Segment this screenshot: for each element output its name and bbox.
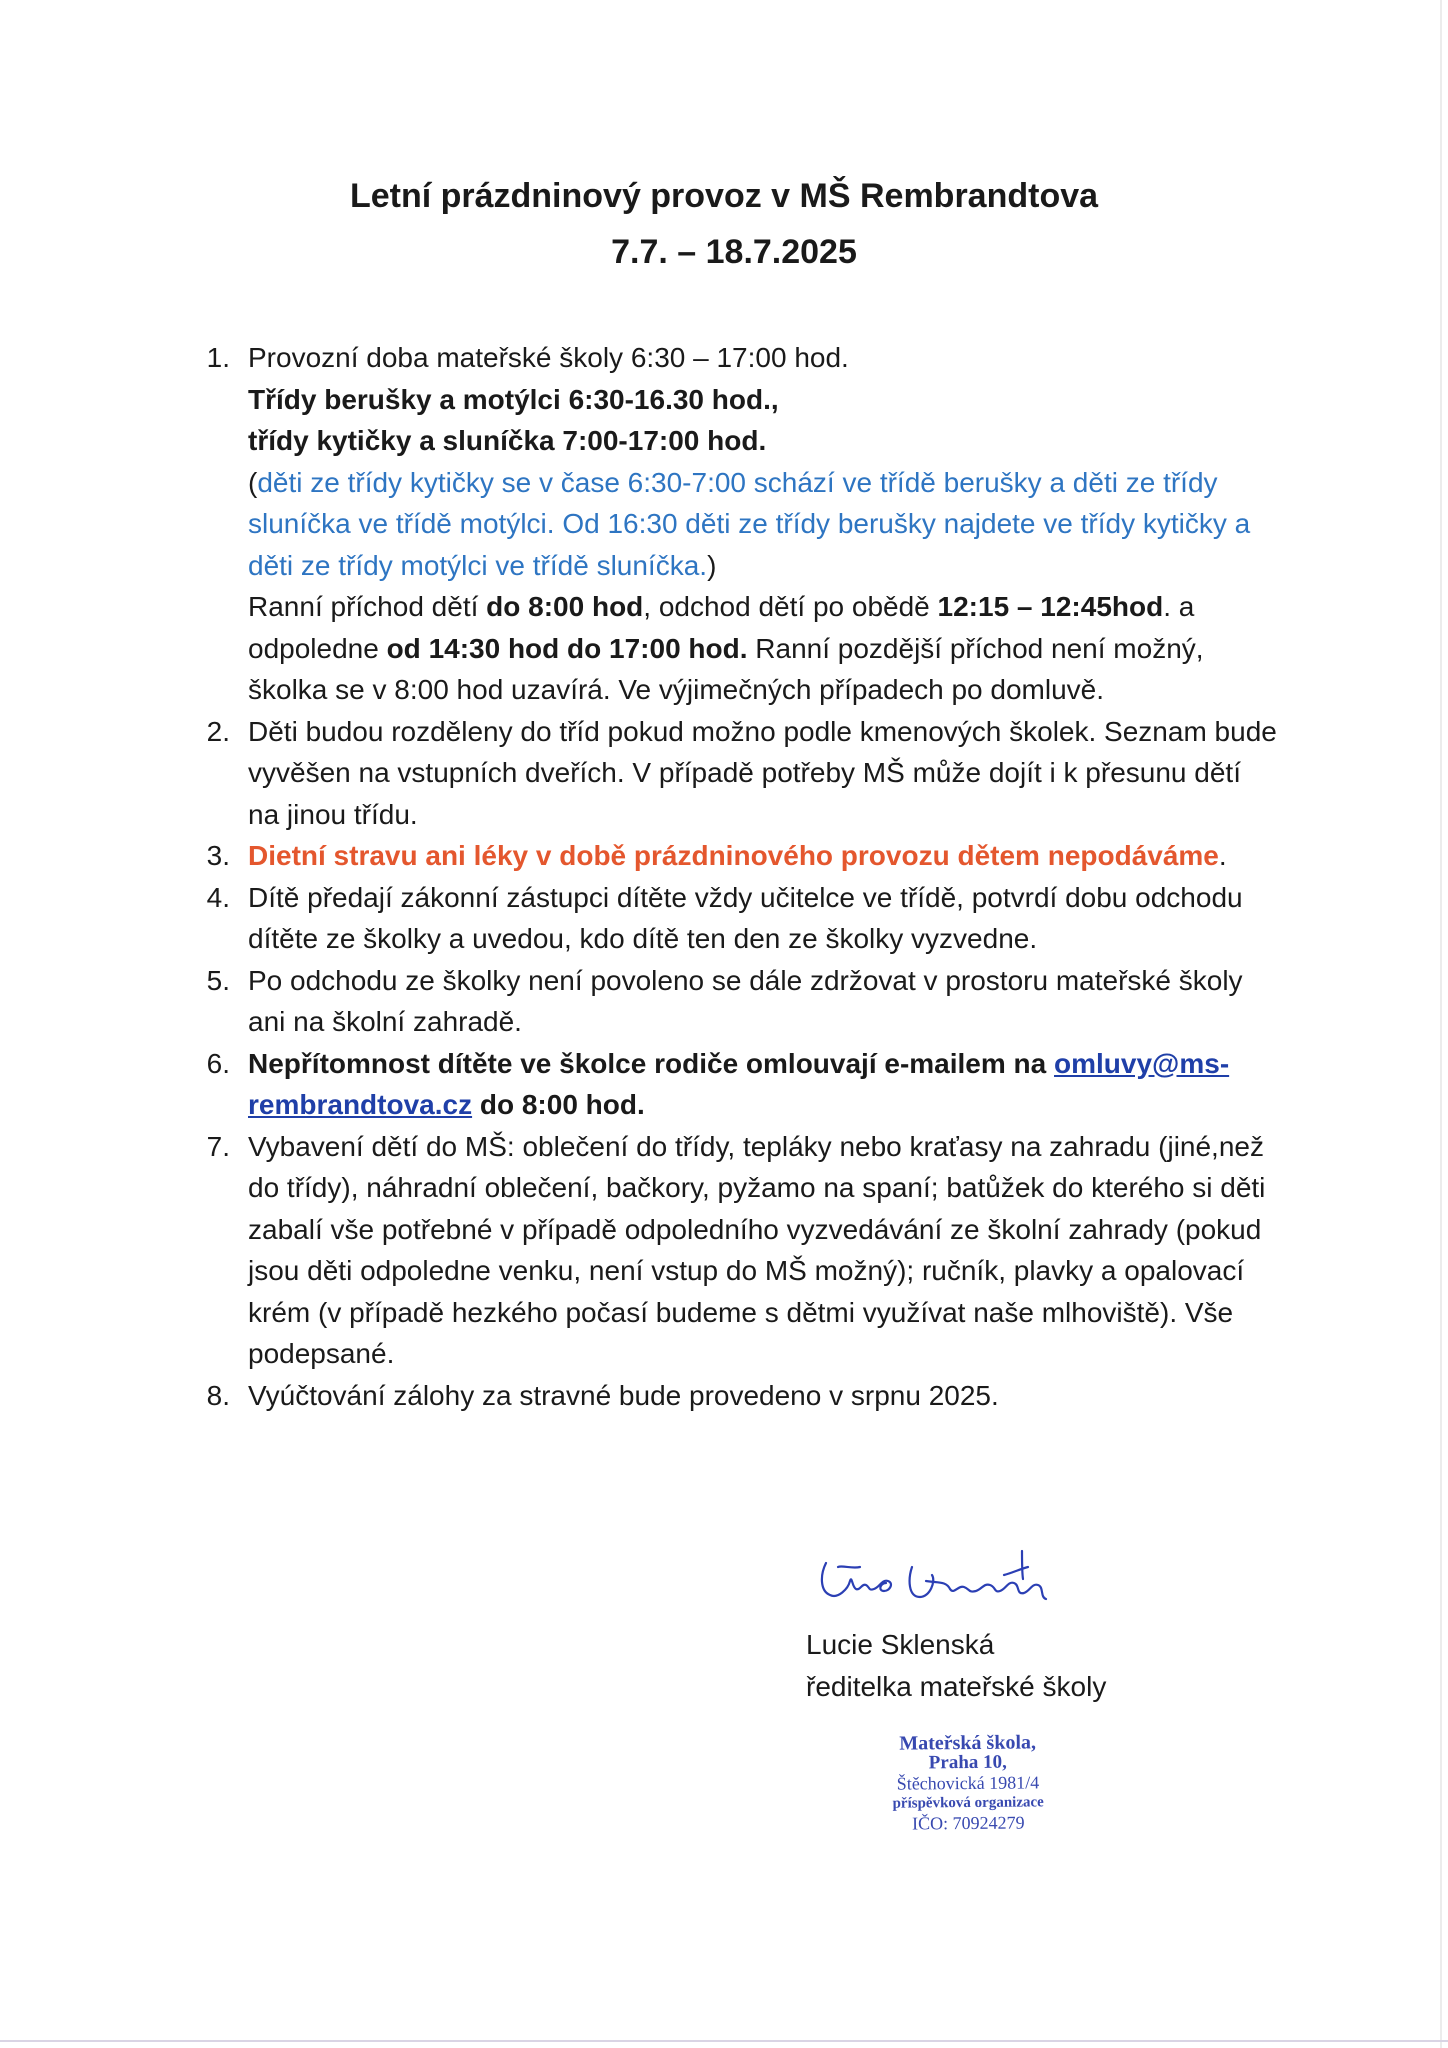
class-note-text: děti ze třídy kytičky se v čase 6:30-7:00 schází ve třídě berušky a děti ze třídy sluníčka ve třídě motýlci. Od 16:30 děti ze třídy berušky najdete ve třídy kytičky a děti ze třídy motýlci ve třídě sluníčka. — [248, 466, 1251, 581]
page-edge — [1440, 0, 1442, 2048]
item-number: 2. — [206, 715, 230, 747]
class-note — [248, 462, 1278, 587]
list-item — [198, 960, 1278, 1043]
list-item — [198, 1126, 1278, 1375]
item-number: 7. — [206, 1130, 230, 1162]
absence-text: Nepřítomnost dítěte ve školce rodiče omlouvají e-mailem na — [248, 1047, 1055, 1079]
stamp-line: Štěchovická 1981/4 — [896, 1772, 1040, 1794]
arrival-info — [248, 586, 1278, 711]
text-run: Ranní pozdější příchod není možný, školka se v 8:00 hod uzavírá. Ve výjimečných případech po domluvě. — [248, 632, 1204, 705]
list-item — [198, 877, 1278, 960]
bold-run: 12:15 – 12:45hod — [937, 591, 1164, 622]
list-item — [198, 711, 1278, 836]
list-item — [198, 337, 1278, 711]
item-number: 4. — [206, 881, 230, 913]
scan-edge — [0, 2040, 1448, 2042]
school-stamp — [848, 1732, 1089, 1834]
item-number: 1. — [206, 342, 230, 373]
paren: ( — [248, 466, 258, 498]
stamp-line: IČO: 70924279 — [912, 1812, 1025, 1834]
stamp-line: Praha 10, — [928, 1751, 1007, 1774]
document-dates: 7.7. – 18.7.2025 — [611, 233, 857, 271]
item-text: Děti budou rozděleny do tříd pokud možno podle kmenových školek. Seznam bude vyvěšen na vstupních dveřích. V případě potřeby MŠ může dojít i k přesunu dětí na jinou třídu. — [248, 715, 1277, 830]
item-number: 3. — [206, 840, 230, 871]
list-item — [198, 835, 1278, 877]
item-number: 5. — [206, 964, 230, 996]
email-link[interactable]: omluvy@ms-rembrandtova.cz — [248, 1047, 1230, 1120]
item-number: 6. — [206, 1047, 230, 1079]
item-text: Vyúčtování zálohy za stravné bude provedeno v srpnu 2025. — [248, 1379, 999, 1411]
paren: ) — [707, 549, 717, 581]
stamp-line: příspěvková organizace — [892, 1794, 1044, 1812]
item-line: Provozní doba mateřské školy 6:30 – 17:00 hod. — [248, 342, 849, 373]
document-title: Letní prázdninový provoz v MŠ Rembrandtova — [349, 177, 1099, 215]
text-run: . a odpoledne — [248, 591, 1195, 664]
item-text: Vybavení dětí do MŠ: oblečení do třídy, tepláky nebo kraťasy na zahradu (jiné,než do třídy), náhradní oblečení, bačkory, pyžamo na spaní; batůžek do kterého si děti zabalí vše potřebné v případě odpoledního vyzvedávání ze školní zahrady (pokud jsou děti odpoledne venku, není vstup do MŠ možný); ručník, plavky a opalovací krém (v případě hezkého počasí budeme s dětmi využívat naše mlhoviště). Vše podepsané. — [248, 1130, 1266, 1369]
list-item — [198, 1043, 1278, 1126]
warning-text: Dietní stravu ani léky v době prázdninového provozu dětem nepodáváme — [248, 840, 1219, 871]
absence-deadline: do 8:00 hod. — [472, 1089, 645, 1120]
item-line-bold: třídy kytičky a sluníčka 7:00-17:00 hod. — [248, 425, 767, 456]
item-number: 8. — [206, 1379, 230, 1411]
item-line-bold: Třídy berušky a motýlci 6:30-16.30 hod., — [248, 383, 779, 415]
item-text: Dítě předají zákonní zástupci dítěte vždy učitelce ve třídě, potvrdí dobu odchodu dítěte ze školky a uvedou, kdo dítě ten den ze školky vyzvedne. — [248, 881, 1243, 954]
text-run: Ranní příchod dětí — [248, 591, 487, 622]
bold-run: do 8:00 hod — [486, 591, 644, 622]
signatory-role: ředitelka mateřské školy — [806, 1671, 1107, 1702]
text-run: , odchod dětí po obědě — [643, 591, 938, 622]
bold-run: od 14:30 hod do 17:00 hod. — [386, 632, 748, 664]
rules-list — [198, 337, 1278, 1416]
item-text: Po odchodu ze školky není povoleno se dále zdržovat v prostoru mateřské školy ani na školní zahradě. — [248, 964, 1243, 1037]
list-item — [198, 1375, 1278, 1417]
text-run: . — [1218, 840, 1227, 871]
handwritten-signature — [808, 1545, 1068, 1625]
signatory-name: Lucie Sklenská — [806, 1629, 995, 1660]
stamp-line: Mateřská škola, — [899, 1731, 1037, 1755]
